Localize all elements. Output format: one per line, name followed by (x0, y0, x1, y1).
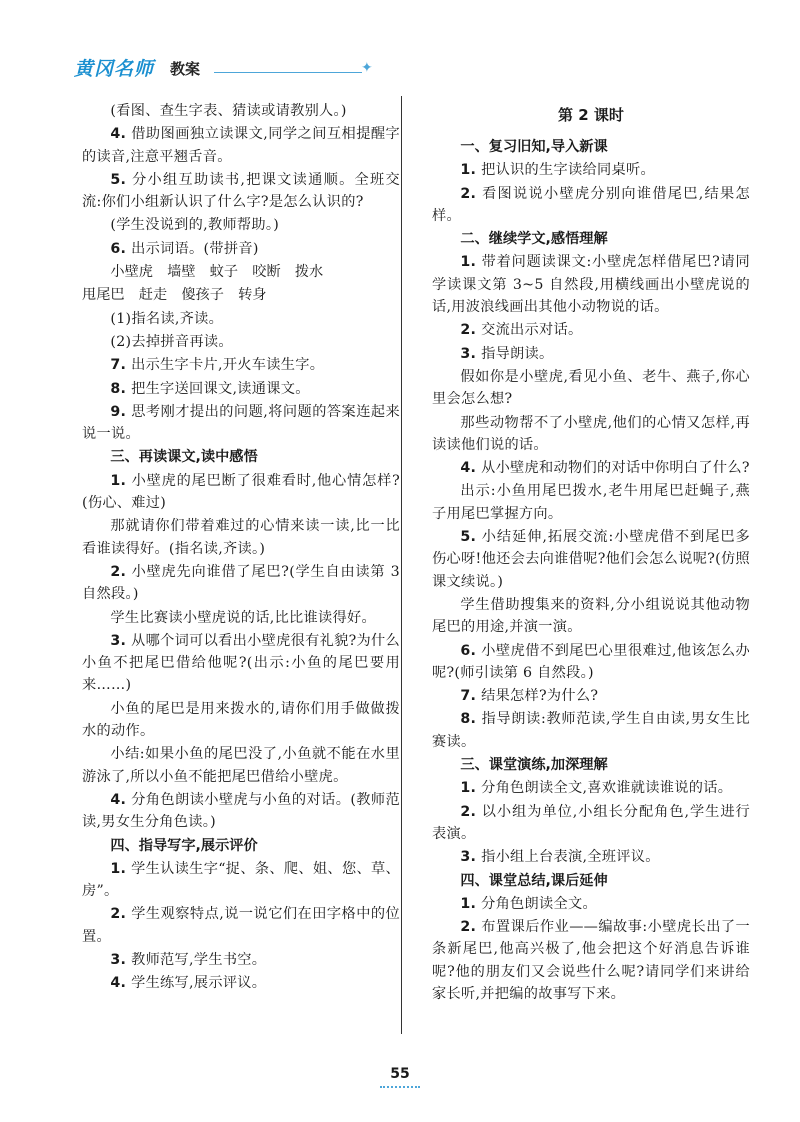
paragraph (432, 457, 750, 479)
paragraph (82, 789, 400, 834)
paragraph-text: 借助图画独立读课文,同学之间互相提醒字的读音,注意平翘舌音。 (82, 126, 401, 165)
paragraph (82, 949, 400, 971)
item-number: 2. (460, 322, 477, 339)
item-number: 2. (460, 803, 477, 820)
paragraph: (学生没说到的,教师帮助。) (110, 217, 280, 234)
paragraph-text: 指导朗读:教师范读,学生自由读,男女生比赛读。 (432, 711, 750, 750)
item-number: 3. (110, 951, 127, 968)
item-number: 4. (110, 791, 127, 808)
paragraph (82, 123, 400, 168)
page-number: 55 (390, 1066, 410, 1082)
paragraph-text: 分角色朗读全文。 (481, 895, 597, 912)
paragraph (82, 354, 400, 376)
paragraph-text: 看图说说小壁虎分别向谁借尾巴,结果怎样。 (432, 185, 750, 224)
item-number: 5. (460, 529, 477, 546)
item-number: 4. (110, 975, 127, 992)
paragraph (82, 238, 400, 260)
sparkle-icon: ✦ (361, 60, 373, 76)
item-number: 1. (460, 780, 477, 797)
item-number: 7. (460, 688, 477, 705)
item-number: 8. (110, 380, 127, 397)
paragraph (82, 630, 400, 697)
paragraph (432, 708, 750, 753)
section-heading: 二、继续学文,感悟理解 (460, 231, 608, 248)
item-number: 3. (460, 345, 477, 362)
vocab-line: 甩尾巴 赶走 傻孩子 转身 (82, 287, 267, 304)
paragraph-text: 交流出示对话。 (481, 322, 583, 339)
paragraph: 那就请你们带着难过的心情来读一读,比一比看谁读得好。(指名读,齐读。) (82, 518, 400, 557)
page-number-ornament (380, 1082, 420, 1088)
paragraph-text: 把生字送回课文,读通课文。 (131, 380, 310, 397)
paragraph-text: 指小组上台表演,全班评议。 (481, 849, 660, 866)
item-number: 8. (460, 711, 477, 728)
item-number: 2. (460, 185, 477, 202)
paragraph: 那些动物帮不了小壁虎,他们的心情又怎样,再读读他们说的话。 (432, 414, 750, 453)
paragraph-text: 从哪个词可以看出小壁虎很有礼貌?为什么小鱼不把尾巴借给他呢?(出示:小鱼的尾巴要用来……) (82, 632, 400, 694)
paragraph: 小结:如果小鱼的尾巴没了,小鱼就不能在水里游泳了,所以小鱼不能把尾巴借给小壁虎。 (82, 746, 400, 785)
paragraph-text: 结果怎样?为什么? (481, 688, 599, 705)
page-header (74, 52, 373, 86)
item-number: 1. (460, 162, 477, 179)
paragraph (432, 159, 750, 181)
brand-logo: 黄冈名师 (74, 58, 155, 80)
paragraph: (1)指名读,齐读。 (110, 310, 224, 327)
section-heading: 三、再读课文,读中感悟 (110, 449, 258, 466)
header-tag: 教案 (170, 60, 201, 78)
paragraph (432, 640, 750, 685)
item-number: 2. (110, 906, 127, 923)
paragraph-text: 带着问题读课文:小壁虎怎样借尾巴?请同学读课文第 3~5 自然段,用横线画出小壁虎说的话,用波浪线画出其他小动物说的话。 (432, 254, 751, 316)
paragraph (432, 526, 750, 593)
paragraph: 假如你是小壁虎,看见小鱼、老牛、燕子,你心里会怎么想? (432, 368, 750, 408)
item-number: 9. (110, 403, 127, 420)
paragraph (432, 777, 750, 799)
item-number: 6. (460, 642, 477, 659)
paragraph-text: 指导朗读。 (481, 345, 554, 362)
paragraph: (看图、查生字表、猜读或请教别人。) (110, 103, 347, 119)
item-number: 5. (110, 171, 127, 188)
paragraph (82, 378, 400, 400)
paragraph (432, 343, 750, 365)
item-number: 4. (110, 126, 127, 143)
paragraph (82, 401, 400, 446)
paragraph-text: 小壁虎的尾巴断了很难看时,他心情怎样?(伤心、难过) (82, 472, 400, 512)
section-heading: 三、课堂演练,加深理解 (460, 757, 608, 774)
section-heading: 四、课堂总结,课后延伸 (460, 872, 608, 889)
right-column (432, 100, 750, 1006)
paragraph-text: 学生认读生字“捉、条、爬、姐、您、草、房”。 (82, 860, 400, 900)
paragraph-text: 分角色朗读全文,喜欢谁就读谁说的话。 (481, 780, 733, 797)
item-number: 3. (110, 632, 127, 649)
item-number: 1. (110, 860, 127, 877)
paragraph-text: 把认识的生字读给同桌听。 (481, 162, 655, 179)
paragraph (432, 183, 750, 228)
paragraph-text: 分小组互助读书,把课文读通顺。全班交流:你们小组新认识了什么字?是怎么认识的? (82, 171, 400, 211)
paragraph-text: 学生观察特点,说一说它们在田字格中的位置。 (82, 906, 401, 945)
item-number: 1. (460, 254, 477, 271)
paragraph (82, 858, 400, 903)
paragraph-text: 小壁虎先向谁借了尾巴?(学生自由读第 3 自然段。) (82, 563, 400, 603)
paragraph: 学生借助搜集来的资料,分小组说说其他动物尾巴的用途,并演一演。 (432, 596, 750, 636)
paragraph (82, 561, 400, 606)
item-number: 4. (460, 460, 477, 477)
paragraph-text: 思考刚才提出的问题,将问题的答案连起来说一说。 (82, 403, 401, 443)
page-number-area (0, 1066, 800, 1088)
paragraph (432, 251, 750, 318)
paragraph-text: 学生练写,展示评议。 (131, 975, 267, 992)
paragraph (432, 685, 750, 707)
paragraph-text: 教师范写,学生书空。 (131, 951, 267, 968)
paragraph (432, 846, 750, 868)
item-number: 1. (460, 895, 477, 912)
paragraph (82, 169, 400, 214)
paragraph (432, 916, 750, 1005)
item-number: 6. (110, 240, 127, 257)
paragraph-text: 小壁虎借不到尾巴心里很难过,他该怎么办呢?(师引读第 6 自然段。) (432, 642, 751, 681)
paragraph-text: 出示生字卡片,开火车读生字。 (131, 357, 325, 374)
left-column (82, 100, 400, 996)
item-number: 7. (110, 357, 127, 374)
paragraph (432, 319, 750, 341)
paragraph: 出示:小鱼用尾巴拨水,老牛用尾巴赶蝇子,燕子用尾巴掌握方向。 (432, 483, 750, 522)
paragraph (82, 972, 400, 994)
paragraph (82, 470, 400, 515)
header-rule (214, 72, 362, 73)
paragraph-text: 分角色朗读小壁虎与小鱼的对话。(教师范读,男女生分角色读。) (82, 791, 400, 831)
paragraph (432, 801, 750, 846)
paragraph-text: 出示词语。(带拼音) (131, 240, 259, 257)
section-heading: 四、指导写字,展示评价 (110, 837, 258, 854)
lesson-title: 第 2 课时 (558, 106, 624, 124)
paragraph: 小鱼的尾巴是用来拨水的,请你们用手做做拨水的动作。 (82, 700, 400, 740)
item-number: 2. (460, 919, 477, 936)
item-number: 3. (460, 849, 477, 866)
paragraph (432, 893, 750, 915)
item-number: 1. (110, 472, 127, 489)
paragraph-text: 布置课后作业——编故事:小壁虎长出了一条新尾巴,他高兴极了,他会把这个好消息告诉谁呢?他的朋友们又会说些什么呢?请同学们来讲给家长听,并把编的故事写下来。 (432, 919, 750, 1002)
paragraph (82, 903, 400, 948)
paragraph: 学生比赛读小壁虎说的话,比比谁读得好。 (110, 609, 376, 626)
item-number: 2. (110, 563, 127, 580)
paragraph: (2)去掉拼音再读。 (110, 333, 233, 350)
paragraph-text: 从小壁虎和动物们的对话中你明白了什么? (481, 460, 750, 477)
paragraph-text: 小结延伸,拓展交流:小壁虎借不到尾巴多伤心呀!他还会去向谁借呢?他们会怎么说呢?(仿照课文续说。) (432, 529, 750, 590)
section-heading: 一、复习旧知,导入新课 (460, 139, 608, 155)
column-divider (401, 96, 402, 1034)
paragraph-text: 以小组为单位,小组长分配角色,学生进行表演。 (432, 803, 750, 842)
vocab-line: 小壁虎 墙壁 蚊子 咬断 拨水 (110, 264, 324, 281)
